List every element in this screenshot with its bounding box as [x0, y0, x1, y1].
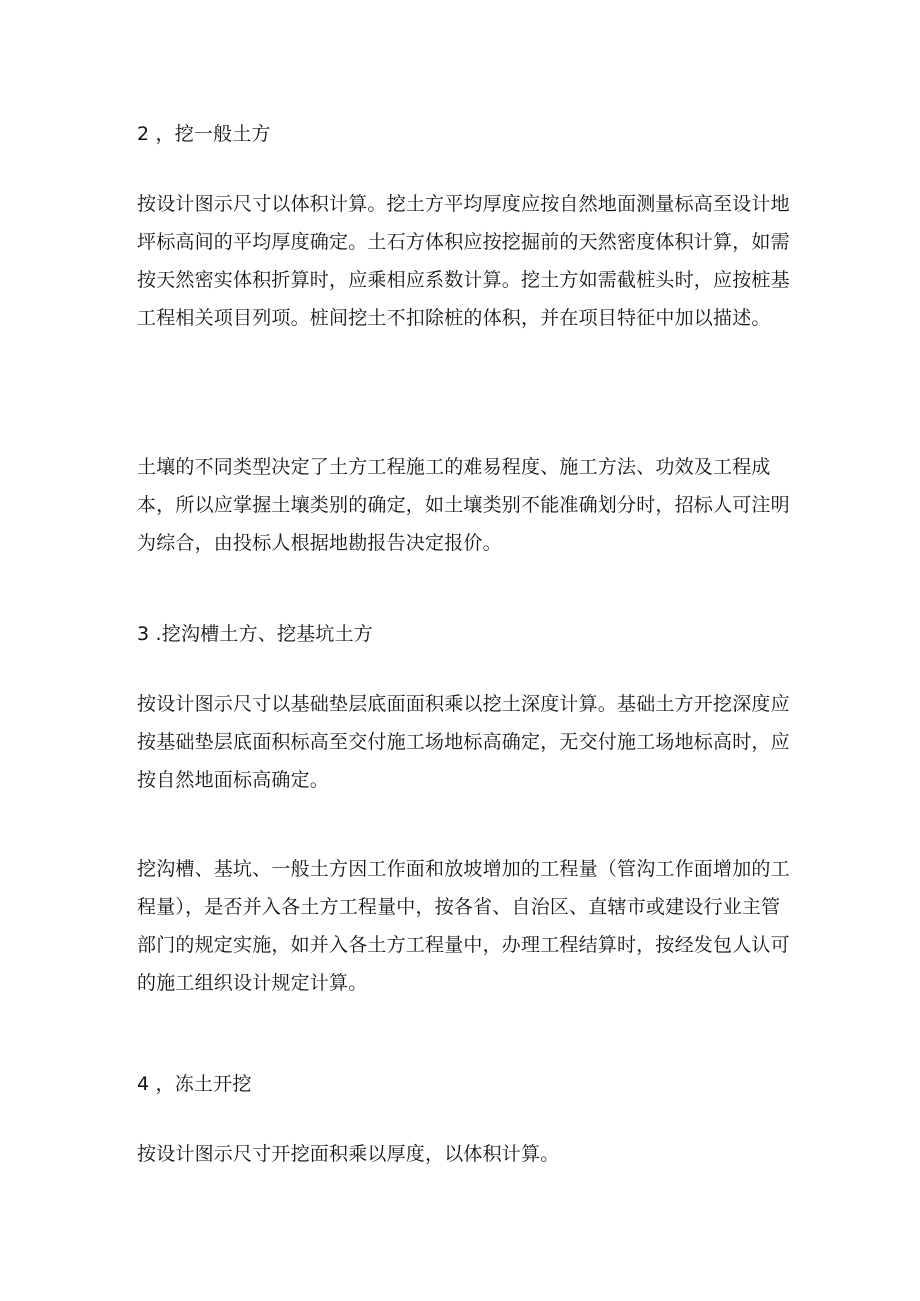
section-3-paragraph-1: 按设计图示尺寸以基础垫层底面面积乘以挖土深度计算。基础土方开挖深度应按基础垫层底面积标高至交付施工场地标高确定，无交付施工场地标高时，应按自然地面标高确定。 [137, 693, 790, 791]
section-2-paragraph-1: 按设计图示尺寸以体积计算。挖土方平均厚度应按自然地面测量标高至设计地坪标高间的平均厚度确定。土石方体积应按挖掘前的天然密度体积计算，如需按天然密实体积折算时，应乘相应系数计算。挖土方如需截桩头时，应按桩基工程相关项目列项。桩间挖土不扣除桩的体积，并在项目特征中加以描述。 [137, 193, 790, 329]
section-2-paragraph-2: 土壤的不同类型决定了土方工程施工的难易程度、施工方法、功效及工程成本，所以应掌握土壤类别的确定，如土壤类别不能准确划分时，招标人可注明为综合，由投标人根据地勘报告决定报价。 [137, 456, 790, 554]
section-heading-4: 4 ，冻土开挖 [137, 1073, 252, 1095]
section-4-paragraph-1: 按设计图示尺寸开挖面积乘以厚度，以体积计算。 [137, 1143, 560, 1165]
section-heading-3: 3 .挖沟槽土方、挖基坑土方 [137, 623, 373, 645]
section-3-paragraph-2: 挖沟槽、基坑、一般土方因工作面和放坡增加的工程量（管沟工作面增加的工程量），是否并入各土方工程量中，按各省、自治区、直辖市或建设行业主管部门的规定实施，如并入各土方工程量中，办理工程结算时，按经发包人认可的施工组织设计规定计算。 [137, 858, 790, 994]
section-heading-2: 2 ，挖一般土方 [137, 123, 271, 145]
